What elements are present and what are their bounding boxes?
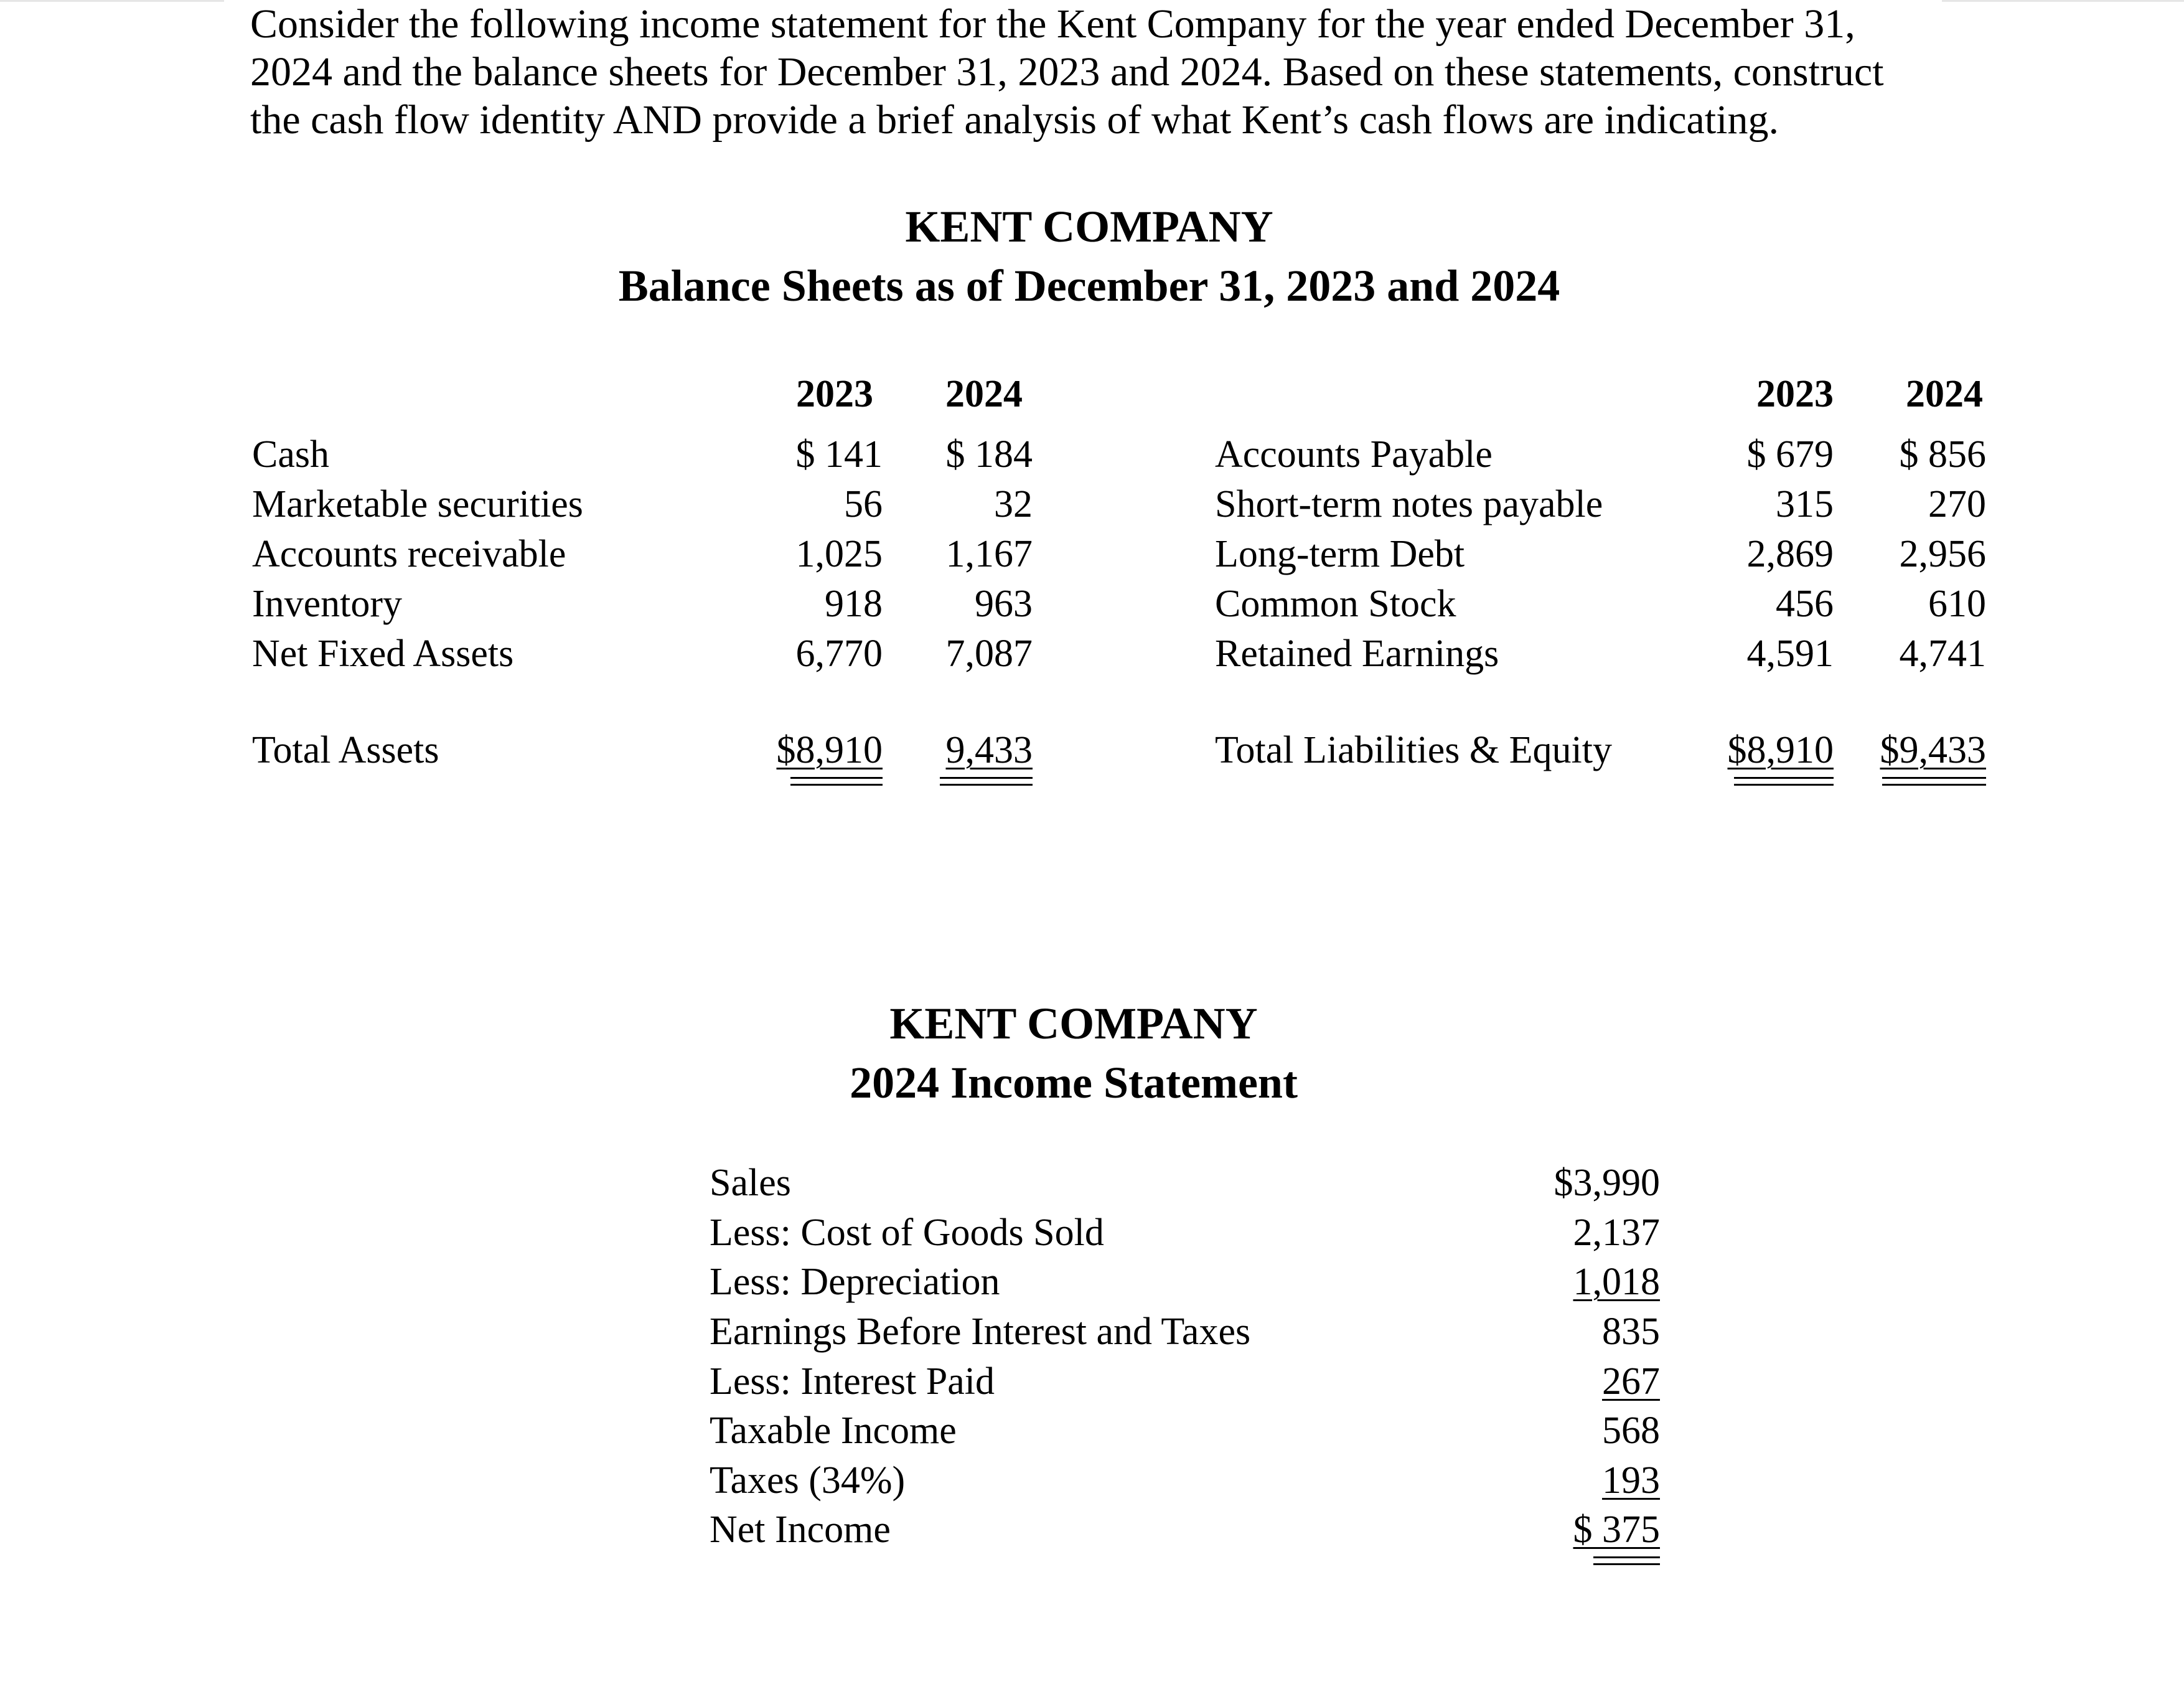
double-underline bbox=[790, 777, 883, 786]
income-value: 193 bbox=[1602, 1459, 1660, 1502]
question-text bbox=[250, 0, 2005, 144]
liab-label: Retained Earnings bbox=[1215, 633, 1499, 675]
asset-label: Inventory bbox=[252, 583, 403, 625]
income-label: Sales bbox=[710, 1162, 791, 1204]
income-label: Less: Cost of Goods Sold bbox=[710, 1212, 1104, 1254]
total-liab-2024: $9,433 bbox=[1880, 729, 1986, 771]
question-line-2: 2024 and the balance sheets for December 31, 2023 and 2024. Based on these statements, construct bbox=[250, 49, 1884, 95]
liab-value-2024: 4,741 bbox=[1899, 633, 1986, 675]
liab-value-2023: $ 679 bbox=[1746, 433, 1834, 476]
liab-value-2023: 2,869 bbox=[1746, 533, 1834, 575]
income-value: 2,137 bbox=[1573, 1212, 1660, 1254]
liab-label: Short-term notes payable bbox=[1215, 483, 1603, 525]
liab-value-2024: $ 856 bbox=[1899, 433, 1986, 476]
question-line-1: Consider the following income statement for the Kent Company for the year ended December 31, bbox=[250, 1, 1855, 47]
asset-label: Marketable securities bbox=[252, 483, 583, 525]
asset-value-2024: 32 bbox=[994, 483, 1033, 525]
liab-value-2024: 270 bbox=[1928, 483, 1986, 525]
balance-sheet-company: KENT COMPANY bbox=[905, 202, 1273, 252]
asset-value-2024: $ 184 bbox=[945, 433, 1033, 476]
double-underline bbox=[1882, 777, 1986, 786]
income-statement-title: 2024 Income Statement bbox=[850, 1058, 1298, 1108]
asset-label: Accounts receivable bbox=[252, 533, 566, 575]
double-underline bbox=[1593, 1556, 1660, 1565]
question-line-3: the cash flow identity AND provide a brief analysis of what Kent’s cash flows are indicating. bbox=[250, 97, 1779, 143]
asset-label: Cash bbox=[252, 433, 329, 476]
liab-value-2023: 456 bbox=[1776, 583, 1834, 625]
income-label: Earnings Before Interest and Taxes bbox=[710, 1310, 1251, 1353]
income-label: Less: Interest Paid bbox=[710, 1360, 995, 1403]
asset-value-2023: $ 141 bbox=[795, 433, 883, 476]
income-value: 267 bbox=[1602, 1360, 1660, 1403]
assets-year-2023: 2023 bbox=[796, 373, 873, 415]
income-value: 1,018 bbox=[1573, 1261, 1660, 1303]
asset-value-2024: 1,167 bbox=[945, 533, 1033, 575]
asset-value-2024: 963 bbox=[975, 583, 1033, 625]
liab-value-2024: 2,956 bbox=[1899, 533, 1986, 575]
total-liab-label: Total Liabilities & Equity bbox=[1215, 729, 1612, 771]
liab-label: Long-term Debt bbox=[1215, 533, 1465, 575]
income-value: 835 bbox=[1602, 1310, 1660, 1353]
asset-value-2023: 918 bbox=[825, 583, 883, 625]
total-assets-2024: 9,433 bbox=[945, 729, 1033, 771]
income-value: $ 375 bbox=[1573, 1508, 1660, 1551]
income-value: $3,990 bbox=[1554, 1162, 1660, 1204]
total-assets-2023: $8,910 bbox=[776, 729, 883, 771]
liab-year-2023: 2023 bbox=[1756, 373, 1834, 415]
income-statement-company: KENT COMPANY bbox=[889, 999, 1258, 1048]
asset-value-2024: 7,087 bbox=[945, 633, 1033, 675]
income-label: Less: Depreciation bbox=[710, 1261, 1000, 1303]
top-border-left bbox=[0, 0, 224, 2]
liab-value-2024: 610 bbox=[1928, 583, 1986, 625]
income-label: Taxable Income bbox=[710, 1409, 957, 1452]
liab-value-2023: 315 bbox=[1776, 483, 1834, 525]
total-liab-2023: $8,910 bbox=[1727, 729, 1834, 771]
liab-label: Accounts Payable bbox=[1215, 433, 1493, 476]
income-label: Net Income bbox=[710, 1508, 891, 1551]
balance-sheet-title: Balance Sheets as of December 31, 2023 and 2024 bbox=[618, 261, 1560, 311]
asset-value-2023: 6,770 bbox=[795, 633, 883, 675]
income-label: Taxes (34%) bbox=[710, 1459, 906, 1502]
double-underline bbox=[1734, 777, 1834, 786]
liab-value-2023: 4,591 bbox=[1746, 633, 1834, 675]
double-underline bbox=[940, 777, 1033, 786]
income-value: 568 bbox=[1602, 1409, 1660, 1452]
liab-year-2024: 2024 bbox=[1906, 373, 1983, 415]
asset-value-2023: 56 bbox=[844, 483, 883, 525]
total-assets-label: Total Assets bbox=[252, 729, 439, 771]
assets-year-2024: 2024 bbox=[945, 373, 1023, 415]
liab-label: Common Stock bbox=[1215, 583, 1456, 625]
asset-value-2023: 1,025 bbox=[795, 533, 883, 575]
asset-label: Net Fixed Assets bbox=[252, 633, 514, 675]
